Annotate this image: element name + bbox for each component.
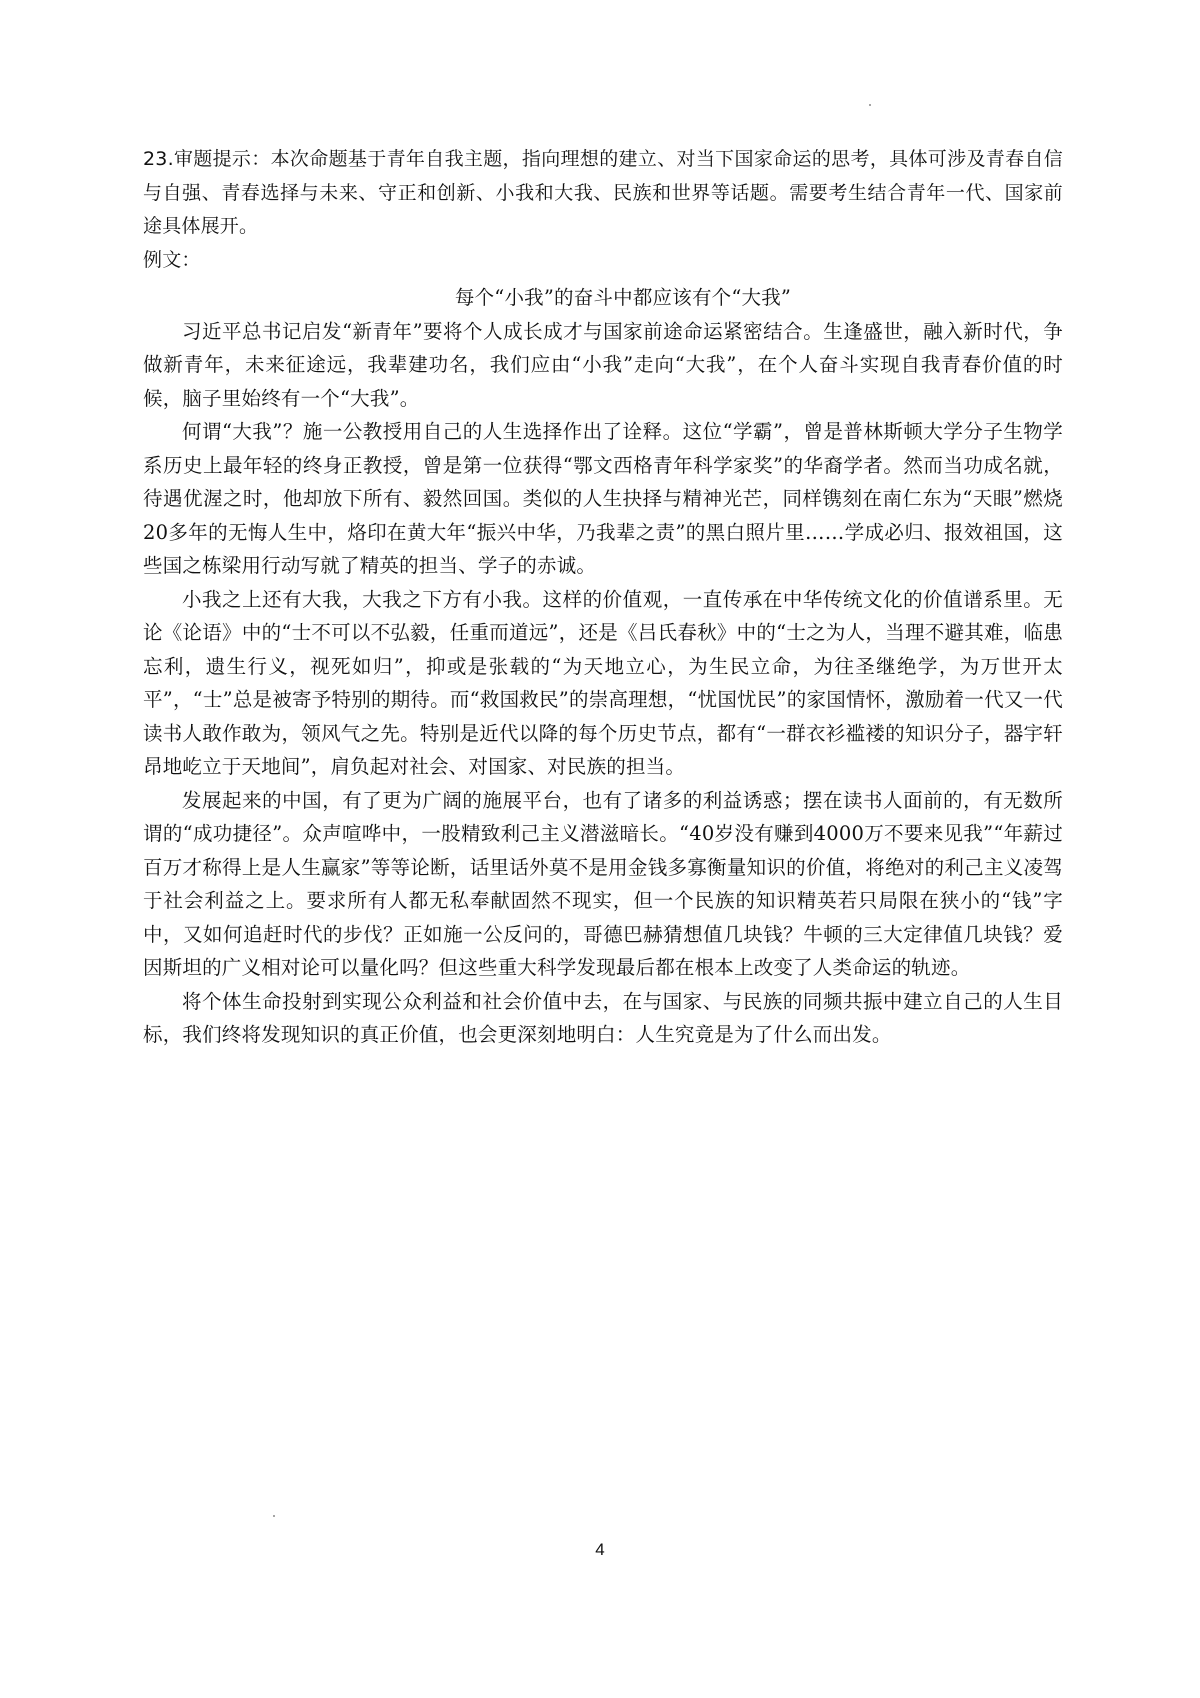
essay-paragraph: 发展起来的中国，有了更为广阔的施展平台，也有了诸多的利益诱惑；摆在读书人面前的，有无数所谓的“成功捷径”。众声喧哗中，一股精致利己主义潜滋暗长。“40岁没有赚到4000万不要来见我”“年薪过百万才称得上是人生赢家”等等论断，话里话外莫不是用金钱多寡衡量知识的价值，将绝对的利己主义凌驾于社会利益之上。要求所有人都无私奉献固然不现实，但一个民族的知识精英若只局限在狭小的“钱”字中，又如何追赶时代的步伐？正如施一公反问的，哥德巴赫猜想值几块钱？牛顿的三大定律值几块钱？爱因斯坦的广义相对论可以量化吗？但这些重大科学发现最后都在根本上改变了人类命运的轨迹。 bbox=[143, 788, 1063, 979]
example-label: 例文： bbox=[143, 248, 201, 271]
prompt-hint: 23.审题提示：本次命题基于青年自我主题，指向理想的建立、对当下国家命运的思考，具体可涉及青春自信与自强、青春选择与未来、守正和创新、小我和大我、民族和世界等话题。需要考生结合青年一代、国家前途具体展开。 bbox=[143, 148, 1063, 237]
essay-paragraph: 小我之上还有大我，大我之下方有小我。这样的价值观，一直传承在中华传统文化的价值谱系里。无论《论语》中的“士不可以不弘毅，任重而道远”，还是《吕氏春秋》中的“士之为人，当理不避其难，临患忘利，遗生行义，视死如归”，抑或是张载的“为天地立心，为生民立命，为往圣继绝学，为万世开太平”，“士”总是被寄予特别的期待。而“救国救民”的崇高理想，“忧国忧民”的家国情怀，激励着一代又一代读书人敢作敢为，领风气之先。特别是近代以降的每个历史节点，都有“一群衣衫褴褛的知识分子，器宇轩昂地屹立于天地间”，肩负起对社会、对国家、对民族的担当。 bbox=[143, 587, 1063, 778]
essay-paragraph: 何谓“大我”？施一公教授用自己的人生选择作出了诠释。这位“学霸”，曾是普林斯顿大学分子生物学系历史上最年轻的终身正教授，曾是第一位获得“鄂文西格青年科学家奖”的华裔学者。然而当功成名就，待遇优渥之时，他却放下所有、毅然回国。类似的人生抉择与精神光芒，同样镌刻在南仁东为“天眼”燃烧20多年的无悔人生中，烙印在黄大年“振兴中华，乃我辈之责”的黑白照片里……学成必归、报效祖国，这些国之栋梁用行动写就了精英的担当、学子的赤诚。 bbox=[143, 420, 1063, 577]
scan-speck bbox=[869, 104, 871, 106]
essay-paragraph: 将个体生命投射到实现公众利益和社会价值中去，在与国家、与民族的同频共振中建立自己的人生目标，我们终将发现知识的真正价值，也会更深刻地明白：人生究竟是为了什么而出发。 bbox=[143, 989, 1063, 1046]
page-number: 4 bbox=[595, 1540, 605, 1559]
essay-title: 每个“小我”的奋斗中都应该有个“大我” bbox=[454, 286, 792, 309]
scan-speck bbox=[273, 1515, 275, 1517]
document-body bbox=[143, 143, 1063, 1052]
essay-paragraph: 习近平总书记启发“新青年”要将个人成长成才与国家前途命运紧密结合。生逢盛世，融入新时代，争做新青年，未来征途远，我辈建功名，我们应由“小我”走向“大我”，在个人奋斗实现自我青春价值的时候，脑子里始终有一个“大我”。 bbox=[143, 319, 1063, 410]
